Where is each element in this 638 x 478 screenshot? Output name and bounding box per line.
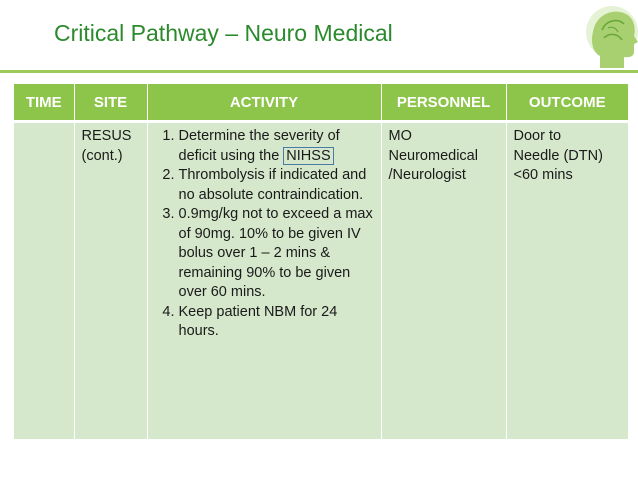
table-row <box>14 122 628 440</box>
site-cell <box>74 122 147 440</box>
outcome-line: <60 mins <box>513 167 573 183</box>
personnel-cell <box>381 122 506 440</box>
head-profile-logo-icon <box>578 0 638 70</box>
outcome-line: Needle (DTN) <box>513 147 603 164</box>
personnel-line: MO <box>388 128 412 144</box>
header-site: SITE <box>74 84 147 122</box>
outcome-cell <box>506 122 628 440</box>
personnel-line: /Neurologist <box>388 167 466 183</box>
time-cell <box>14 122 74 440</box>
activity-cell <box>147 122 381 440</box>
header-activity: ACTIVITY <box>147 84 381 122</box>
nihss-link[interactable]: NIHSS <box>283 147 333 165</box>
activity-item: 4. Keep patient NBM for 24 hours. <box>179 303 375 342</box>
activity-list <box>155 127 375 342</box>
pathway-table <box>14 84 628 439</box>
site-line: (cont.) <box>81 147 123 164</box>
activity-item: 2. Thrombolysis if indicated and no absolute contraindication. <box>179 166 375 205</box>
personnel-line: Neuromedical <box>388 147 478 164</box>
activity-item: 1. Determine the severity of deficit using the NIHSS <box>179 127 375 166</box>
slide-title: Critical Pathway – Neuro Medical <box>54 20 393 46</box>
header-personnel: PERSONNEL <box>381 84 506 122</box>
header-time: TIME <box>14 84 74 122</box>
title-divider <box>0 70 638 73</box>
activity-item: 3. 0.9mg/kg not to exceed a max of 90mg. 10% to be given IV bolus over 1 – 2 mins & remaining 90% to be given over 60 mins. <box>179 205 375 303</box>
site-line: RESUS <box>81 128 132 144</box>
header-row <box>14 84 628 122</box>
outcome-line: Door to <box>513 128 562 144</box>
header-outcome: OUTCOME <box>506 84 628 122</box>
